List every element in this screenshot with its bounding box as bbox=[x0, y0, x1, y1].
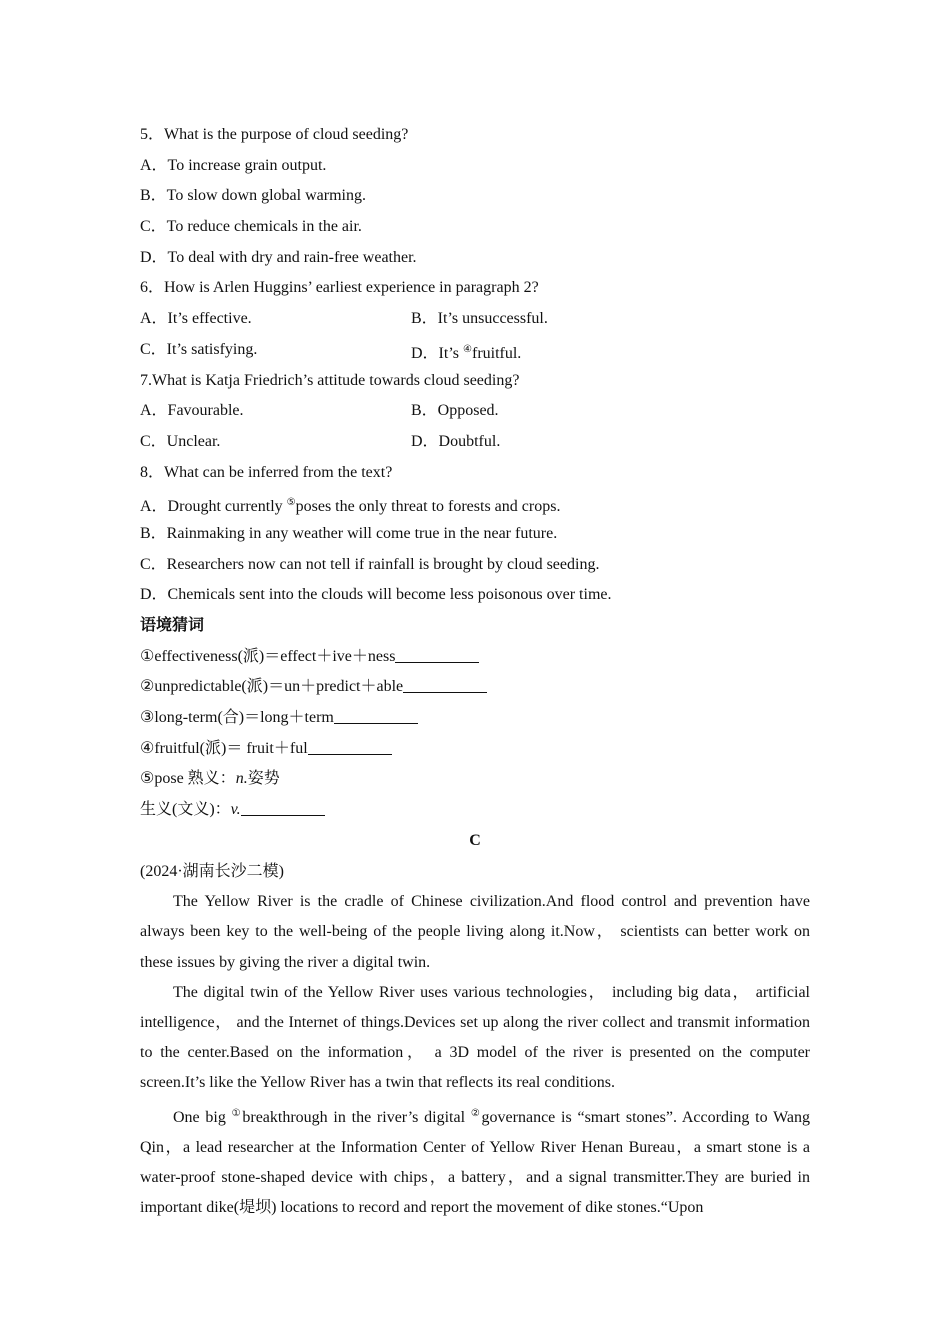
question-6-options-row-2 bbox=[140, 335, 810, 366]
question-8-option-c: C．Researchers now can not tell if rainfall is brought by cloud seeding. bbox=[140, 555, 600, 573]
footnote-mark: ① bbox=[231, 1107, 243, 1119]
pose-label: ⑤pose 熟义： bbox=[140, 770, 236, 788]
paragraph-1: The Yellow River is the cradle of Chinese civilization.And flood control and prevention have always been key to the well-being of the people living along it.Now， scientists can better work on these issues by giving the river a digital twin. bbox=[140, 893, 810, 971]
vocab-item-text: ②unpredictable(派)＝un＋predict＋able bbox=[140, 678, 404, 696]
question-6-stem: 6．How is Arlen Huggins’ earliest experience in paragraph 2? bbox=[140, 279, 539, 297]
footnote-mark: ④ bbox=[463, 343, 472, 355]
answer-blank[interactable] bbox=[334, 707, 418, 724]
question-7-option-b: B．Opposed. bbox=[411, 402, 499, 420]
question-5-stem: 5．What is the purpose of cloud seeding? bbox=[140, 126, 409, 143]
vocab-heading: 语境猜词 bbox=[140, 617, 205, 634]
answer-blank[interactable] bbox=[241, 799, 325, 816]
question-8-stem: 8．What can be inferred from the text? bbox=[140, 463, 393, 481]
vocab-item-2 bbox=[140, 672, 810, 703]
paragraph-3 bbox=[140, 1099, 810, 1224]
section-letter: C bbox=[469, 831, 481, 849]
vocab-context-meaning bbox=[140, 795, 810, 826]
question-6-option-b: B．It’s unsuccessful. bbox=[411, 310, 548, 328]
question-7-option-a: A．Favourable. bbox=[140, 402, 244, 420]
vocab-item-1 bbox=[140, 642, 810, 673]
part-of-speech: v. bbox=[230, 801, 241, 819]
question-8-option-b: B．Rainmaking in any weather will come true in the near future. bbox=[140, 524, 558, 542]
option-d-text: D．It’s bbox=[411, 344, 464, 362]
question-8-option-d: D．Chemicals sent into the clouds will become less poisonous over time. bbox=[140, 586, 612, 604]
paragraph-3-text-c: governance is “smart stones”. According to Wang Qin，a lead researcher at the Information Center of Yellow River Henan Bureau，a smart stone is a water-proof stone-shaped device with chips，a battery，and a signal transmitter.They are buried in important dike(堤坝) locations to record and report the movement of dike stones.“Upon bbox=[140, 1108, 810, 1217]
option-d-tail: fruitful. bbox=[471, 344, 522, 362]
question-7-options-row-2 bbox=[140, 427, 810, 458]
vocab-item-3 bbox=[140, 703, 810, 734]
answer-blank[interactable] bbox=[395, 646, 479, 663]
question-6-options-row-1 bbox=[140, 304, 810, 335]
answer-blank[interactable] bbox=[403, 676, 487, 693]
answer-blank[interactable] bbox=[308, 738, 392, 755]
question-7-option-c: C．Unclear. bbox=[140, 432, 221, 450]
vocab-item-4 bbox=[140, 734, 810, 765]
question-6-option-a: A．It’s effective. bbox=[140, 310, 252, 328]
part-of-speech: n. bbox=[235, 770, 248, 788]
question-5-option-b: B．To slow down global warming. bbox=[140, 187, 366, 205]
paragraph-2: The digital twin of the Yellow River uses various technologies， including big data， artificial intelligence， and the Internet of things.Devices set up along the river collect and transmit information to the center.Based on the information， a 3D model of the river is presented on the computer screen.It’s like the Yellow River has a twin that reflects its real conditions. bbox=[140, 983, 810, 1092]
document-page bbox=[140, 120, 810, 1223]
vocab-item-text: ③long-term(合)＝long＋term bbox=[140, 709, 334, 727]
vocab-item-5 bbox=[140, 764, 810, 795]
context-label: 生义(文义)： bbox=[140, 801, 231, 819]
question-5-option-a: A．To increase grain output. bbox=[140, 156, 327, 174]
question-5-option-d: D．To deal with dry and rain-free weather. bbox=[140, 248, 417, 266]
question-7-options-row-1 bbox=[140, 396, 810, 427]
question-6-option-c: C．It’s satisfying. bbox=[140, 340, 258, 358]
option-a-text: A．Drought currently bbox=[140, 498, 287, 516]
pose-meaning: 姿势 bbox=[247, 770, 280, 788]
section-source: (2024·湖南长沙二模) bbox=[140, 862, 284, 880]
question-7-stem: 7.What is Katja Friedrich’s attitude towards cloud seeding? bbox=[140, 371, 520, 389]
vocab-item-text: ①effectiveness(派)＝effect＋ive＋ness bbox=[140, 647, 396, 665]
footnote-mark: ② bbox=[470, 1107, 482, 1119]
vocab-item-text: ④fruitful(派)＝ fruit＋ful bbox=[140, 739, 308, 757]
footnote-mark: ⑤ bbox=[286, 497, 296, 509]
paragraph-3-text-a: One big bbox=[173, 1108, 232, 1126]
option-a-tail: poses the only threat to forests and crops. bbox=[295, 498, 561, 516]
question-8-option-a bbox=[140, 488, 810, 519]
paragraph-3-text-b: breakthrough in the river’s digital bbox=[242, 1108, 471, 1126]
question-7-option-d: D．Doubtful. bbox=[411, 432, 501, 450]
question-6-option-d bbox=[411, 335, 521, 366]
question-5-option-c: C．To reduce chemicals in the air. bbox=[140, 218, 362, 236]
